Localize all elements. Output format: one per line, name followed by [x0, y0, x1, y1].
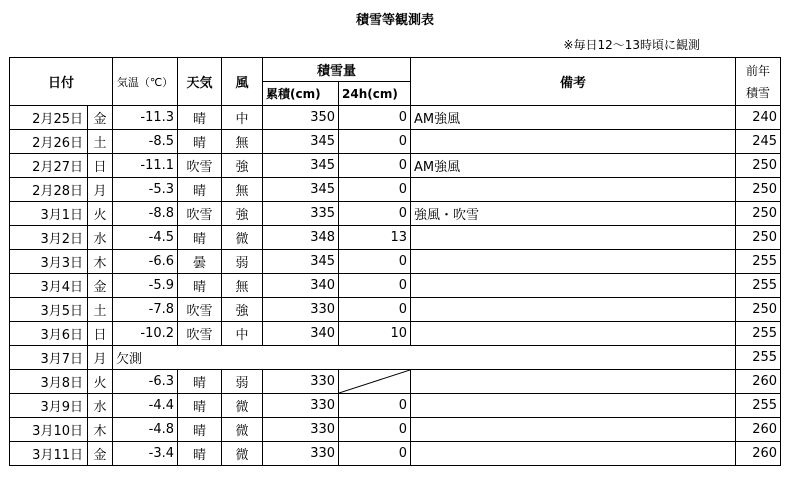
prev-year-cell: 260	[736, 370, 781, 394]
snow-24h-cell: 0	[339, 442, 411, 466]
header-date: 日付	[10, 58, 113, 106]
snow-24h-cell: 0	[339, 274, 411, 298]
snow-total-cell: 330	[263, 370, 339, 394]
weather-cell: 晴	[178, 226, 222, 250]
table-row	[10, 202, 781, 226]
weekday-cell: 火	[88, 202, 113, 226]
date-cell: 3月6日	[10, 322, 88, 346]
weekday-cell: 火	[88, 370, 113, 394]
temp-cell: -5.3	[113, 178, 178, 202]
snow-observation-table	[9, 57, 781, 466]
prev-year-cell: 250	[736, 226, 781, 250]
wind-cell: 強	[222, 154, 263, 178]
header-prev-year	[736, 58, 781, 106]
table-body	[10, 106, 781, 466]
header-snow-total: 累積(cm)	[263, 82, 339, 106]
remarks-cell	[411, 274, 736, 298]
snow-24h-cell: 0	[339, 106, 411, 130]
weather-cell: 晴	[178, 370, 222, 394]
table-row	[10, 274, 781, 298]
table-row	[10, 322, 781, 346]
wind-cell: 中	[222, 106, 263, 130]
date-cell: 3月11日	[10, 442, 88, 466]
weekday-cell: 月	[88, 346, 113, 370]
weekday-cell: 金	[88, 274, 113, 298]
page-title: 積雪等観測表	[355, 13, 434, 28]
weather-cell: 吹雪	[178, 154, 222, 178]
date-cell: 3月3日	[10, 250, 88, 274]
snow-24h-cell: 0	[339, 418, 411, 442]
snow-total-cell: 345	[263, 154, 339, 178]
weather-cell: 吹雪	[178, 322, 222, 346]
prev-year-cell: 250	[736, 202, 781, 226]
table-row	[10, 394, 781, 418]
remarks-cell	[411, 178, 736, 202]
wind-cell: 弱	[222, 250, 263, 274]
temp-cell: -4.4	[113, 394, 178, 418]
snow-24h-cell: 0	[339, 154, 411, 178]
remarks-cell: AM強風	[411, 106, 736, 130]
weather-cell: 晴	[178, 442, 222, 466]
snow-24h-cell: 0	[339, 202, 411, 226]
remarks-cell: 強風・吹雪	[411, 202, 736, 226]
wind-cell: 無	[222, 178, 263, 202]
remarks-cell	[411, 250, 736, 274]
diagonal-slash-icon	[339, 370, 410, 393]
snow-total-cell: 330	[263, 298, 339, 322]
date-cell: 3月8日	[10, 370, 88, 394]
weekday-cell: 日	[88, 154, 113, 178]
weekday-cell: 木	[88, 418, 113, 442]
wind-cell: 強	[222, 298, 263, 322]
table-row	[10, 346, 781, 370]
temp-cell: -8.8	[113, 202, 178, 226]
wind-cell: 弱	[222, 370, 263, 394]
snow-total-cell: 340	[263, 322, 339, 346]
prev-year-cell: 250	[736, 178, 781, 202]
prev-year-cell: 260	[736, 442, 781, 466]
temp-cell: -4.8	[113, 418, 178, 442]
snow-24h-cell-na	[339, 370, 411, 394]
prev-year-cell: 255	[736, 394, 781, 418]
date-cell: 2月26日	[10, 130, 88, 154]
snow-24h-cell: 0	[339, 250, 411, 274]
date-cell: 3月1日	[10, 202, 88, 226]
wind-cell: 強	[222, 202, 263, 226]
weekday-cell: 水	[88, 226, 113, 250]
header-prev-year-line1: 前年	[746, 63, 771, 78]
weekday-cell: 金	[88, 106, 113, 130]
temp-cell: -10.2	[113, 322, 178, 346]
prev-year-cell: 240	[736, 106, 781, 130]
weather-cell: 吹雪	[178, 202, 222, 226]
wind-cell: 微	[222, 442, 263, 466]
table-row	[10, 442, 781, 466]
remarks-cell	[411, 130, 736, 154]
header-wind: 風	[222, 58, 263, 106]
temp-cell: -4.5	[113, 226, 178, 250]
weekday-cell: 水	[88, 394, 113, 418]
remarks-cell	[411, 322, 736, 346]
weather-cell: 吹雪	[178, 298, 222, 322]
wind-cell: 微	[222, 418, 263, 442]
temp-cell: -8.5	[113, 130, 178, 154]
wind-cell: 微	[222, 226, 263, 250]
temp-cell: -7.8	[113, 298, 178, 322]
snow-24h-cell: 13	[339, 226, 411, 250]
table-row	[10, 298, 781, 322]
weekday-cell: 金	[88, 442, 113, 466]
prev-year-cell: 255	[736, 322, 781, 346]
date-cell: 2月28日	[10, 178, 88, 202]
temp-cell: -11.1	[113, 154, 178, 178]
wind-cell: 無	[222, 130, 263, 154]
weekday-cell: 土	[88, 130, 113, 154]
remarks-cell	[411, 226, 736, 250]
remarks-cell	[411, 418, 736, 442]
prev-year-cell: 255	[736, 346, 781, 370]
prev-year-cell: 255	[736, 250, 781, 274]
date-cell: 3月7日	[10, 346, 88, 370]
snow-total-cell: 348	[263, 226, 339, 250]
table-row	[10, 250, 781, 274]
weather-cell: 晴	[178, 178, 222, 202]
table-row	[10, 178, 781, 202]
weather-cell: 晴	[178, 106, 222, 130]
weather-cell: 晴	[178, 394, 222, 418]
weather-cell: 晴	[178, 274, 222, 298]
prev-year-cell: 260	[736, 418, 781, 442]
date-cell: 3月10日	[10, 418, 88, 442]
remarks-cell	[411, 298, 736, 322]
prev-year-cell: 255	[736, 274, 781, 298]
prev-year-cell: 250	[736, 298, 781, 322]
header-weather: 天気	[178, 58, 222, 106]
table-row	[10, 370, 781, 394]
header-remarks: 備考	[411, 58, 736, 106]
remarks-cell	[411, 370, 736, 394]
temp-cell: -5.9	[113, 274, 178, 298]
snow-total-cell: 335	[263, 202, 339, 226]
header-temp: 気温（℃）	[113, 58, 178, 106]
header-snow-24h: 24h(cm)	[339, 82, 411, 106]
snow-24h-cell: 0	[339, 394, 411, 418]
date-cell: 3月9日	[10, 394, 88, 418]
snow-24h-cell: 0	[339, 178, 411, 202]
table-row	[10, 226, 781, 250]
remarks-cell	[411, 394, 736, 418]
snow-total-cell: 330	[263, 442, 339, 466]
weekday-cell: 日	[88, 322, 113, 346]
snow-total-cell: 330	[263, 418, 339, 442]
wind-cell: 微	[222, 394, 263, 418]
weekday-cell: 月	[88, 178, 113, 202]
temp-cell: -11.3	[113, 106, 178, 130]
wind-cell: 無	[222, 274, 263, 298]
date-cell: 3月2日	[10, 226, 88, 250]
date-cell: 3月5日	[10, 298, 88, 322]
snow-24h-cell: 0	[339, 130, 411, 154]
temp-cell: -6.6	[113, 250, 178, 274]
temp-cell: -3.4	[113, 442, 178, 466]
date-cell: 3月4日	[10, 274, 88, 298]
weekday-cell: 土	[88, 298, 113, 322]
weather-cell: 晴	[178, 130, 222, 154]
remarks-cell	[411, 442, 736, 466]
date-cell: 2月25日	[10, 106, 88, 130]
snow-total-cell: 350	[263, 106, 339, 130]
wind-cell: 中	[222, 322, 263, 346]
prev-year-cell: 250	[736, 154, 781, 178]
weekday-cell: 木	[88, 250, 113, 274]
snow-total-cell: 340	[263, 274, 339, 298]
snow-total-cell: 330	[263, 394, 339, 418]
table-row	[10, 106, 781, 130]
snow-total-cell: 345	[263, 130, 339, 154]
snow-24h-cell: 10	[339, 322, 411, 346]
missing-cell: 欠測	[113, 346, 736, 370]
snow-total-cell: 345	[263, 250, 339, 274]
table-row	[10, 418, 781, 442]
snow-24h-cell: 0	[339, 298, 411, 322]
observation-note: ※毎日12〜13時頃に観測	[563, 38, 700, 52]
header-prev-year-line2: 積雪	[746, 85, 771, 100]
table-row	[10, 130, 781, 154]
remarks-cell: AM強風	[411, 154, 736, 178]
date-cell: 2月27日	[10, 154, 88, 178]
weather-cell: 曇	[178, 250, 222, 274]
weather-cell: 晴	[178, 418, 222, 442]
temp-cell: -6.3	[113, 370, 178, 394]
snow-total-cell: 345	[263, 178, 339, 202]
table-row	[10, 154, 781, 178]
header-snow-group: 積雪量	[263, 58, 411, 82]
prev-year-cell: 245	[736, 130, 781, 154]
